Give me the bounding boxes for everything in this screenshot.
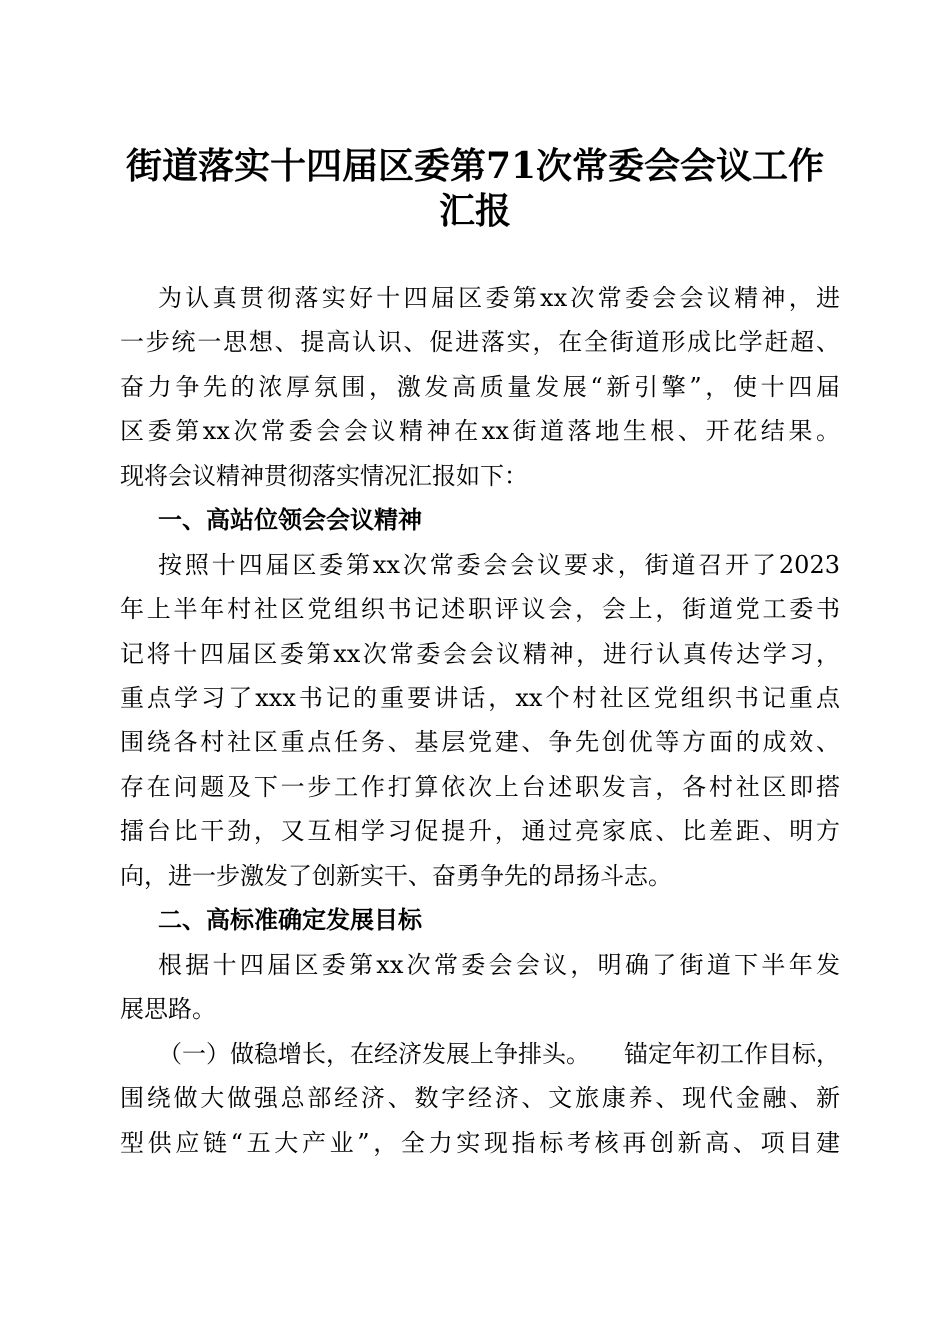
intro-line: 现将会议精神贯彻落实情况汇报如下： <box>120 462 528 490</box>
section-1-line: 年上半年村社区党组织书记述职评议会，会上，街道党工委书 <box>120 595 840 623</box>
section-1-line: 围绕各村社区重点任务、基层党建、争先创优等方面的成效、 <box>120 728 840 756</box>
section-2-line: 根据十四届区委第xx次常委会会议，明确了街道下半年发 <box>158 951 840 979</box>
section-1-line: 重点学习了xxx书记的重要讲话，xx个村社区党组织书记重点 <box>120 684 840 712</box>
section-1-line: 按照十四届区委第xx次常委会会议要求，街道召开了2023 <box>158 551 840 579</box>
intro-line: 为认真贯彻落实好十四届区委第xx次常委会会议精神，进 <box>158 284 840 312</box>
intro-line: 区委第xx次常委会会议精神在xx街道落地生根、开花结果。 <box>120 417 840 445</box>
subsection-1-first-line <box>158 1039 840 1069</box>
document-title-line-1: 街道落实十四届区委第71次常委会会议工作 <box>125 145 825 187</box>
section-1-line: 向，进一步激发了创新实干、奋勇争先的昂扬斗志。 <box>120 862 672 890</box>
intro-line: 一步统一思想、提高认识、促进落实，在全街道形成比学赶超、 <box>120 328 840 356</box>
intro-line: 奋力争先的浓厚氛围，激发高质量发展“新引擎”，使十四届 <box>120 373 840 401</box>
section-2-line: 展思路。 <box>120 995 216 1023</box>
subsection-1-text: 锚定年初工作目标， <box>624 1040 840 1068</box>
section-1-line: 记将十四届区委第xx次常委会会议精神，进行认真传达学习， <box>120 640 840 668</box>
section-2-heading: 二、高标准确定发展目标 <box>158 906 422 934</box>
section-1-line: 擂台比干劲，又互相学习促提升，通过亮家底、比差距、明方 <box>120 817 840 845</box>
subsection-1-label: （一）做稳增长，在经济发展上争排头。 <box>158 1040 590 1068</box>
section-1-heading: 一、高站位领会会议精神 <box>158 506 422 534</box>
section-1-line: 存在问题及下一步工作打算依次上台述职发言，各村社区即搭 <box>120 773 840 801</box>
subsection-1-line: 围绕做大做强总部经济、数字经济、文旅康养、现代金融、新 <box>120 1084 840 1112</box>
subsection-1-line: 型供应链“五大产业”，全力实现指标考核再创新高、项目建 <box>120 1129 840 1157</box>
document-title-line-2: 汇报 <box>438 190 511 232</box>
